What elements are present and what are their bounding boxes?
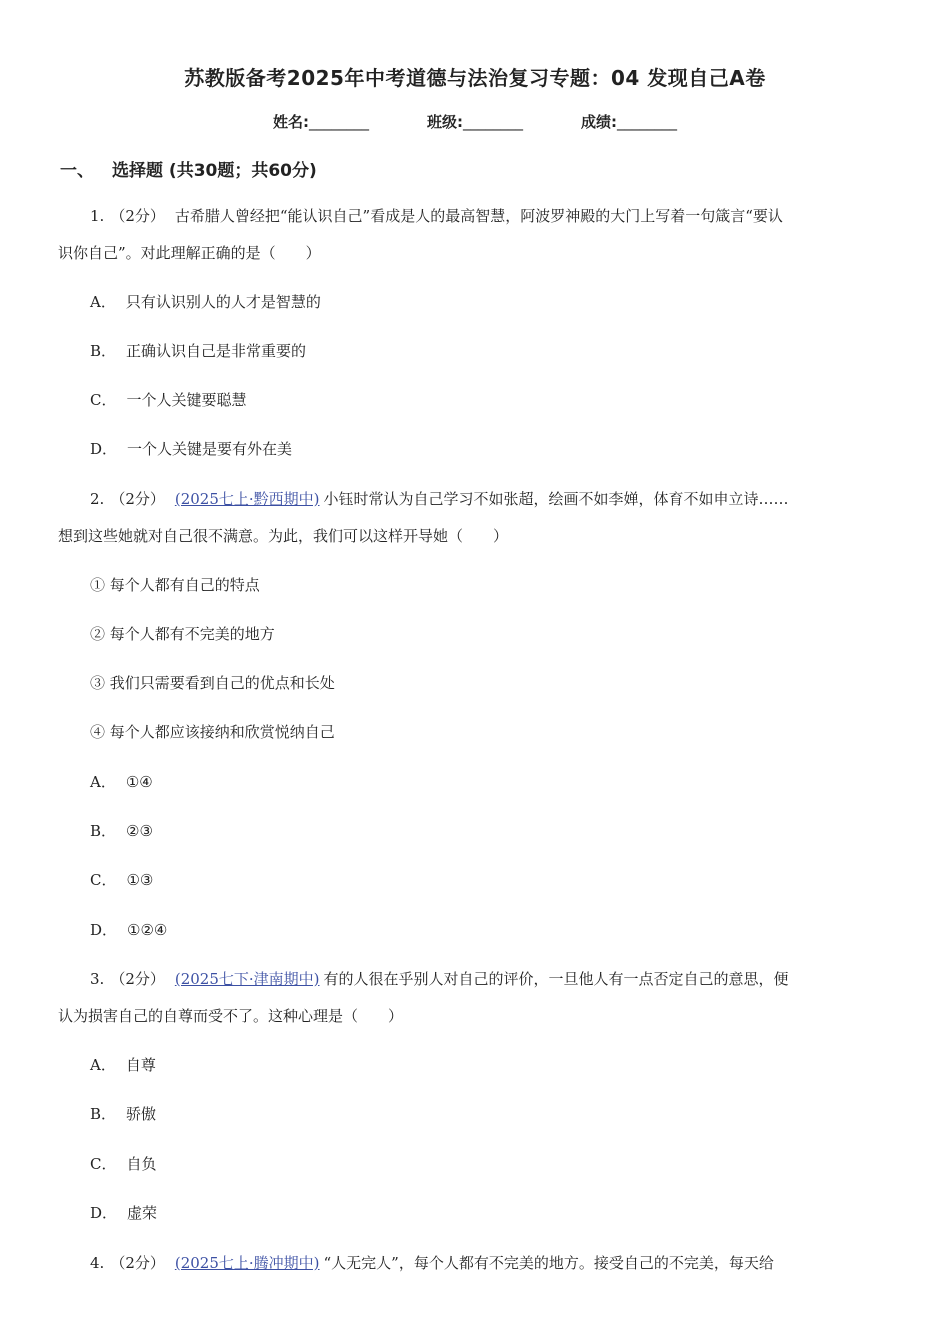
question-3-line-1 [90, 969, 925, 989]
question-score: （2分） [110, 1254, 165, 1272]
question-2-option-d[interactable] [90, 920, 925, 940]
option-letter: A． [90, 293, 116, 311]
score-label: 成绩: [581, 113, 617, 131]
score-field[interactable] [581, 111, 677, 132]
question-source-link[interactable]: (2025七上·腾冲期中) [174, 1254, 320, 1272]
question-2-statement-2: ② 每个人都有不完美的地方 [90, 625, 275, 643]
question-number: 2. [90, 490, 105, 508]
question-source-link[interactable]: (2025七上·黔西期中) [174, 490, 320, 508]
option-text: 只有认识别人的人才是智慧的 [125, 293, 321, 311]
section-heading [60, 156, 317, 181]
option-letter: C． [90, 1155, 117, 1173]
question-score: （2分） [110, 207, 165, 225]
option-letter: B． [90, 342, 117, 360]
option-letter: D． [90, 921, 118, 939]
question-score: （2分） [110, 490, 165, 508]
option-text: ②③ [126, 822, 153, 840]
question-number: 3. [90, 970, 105, 988]
question-2-statement-4: ④ 每个人都应该接纳和欣赏悦纳自己 [90, 723, 335, 741]
option-text: 虚荣 [127, 1204, 158, 1222]
section-title: 选择题 (共30题；共60分) [112, 161, 317, 181]
option-letter: C． [90, 871, 117, 889]
class-blank[interactable]: ________ [463, 113, 523, 131]
question-4-line-1 [90, 1253, 925, 1273]
option-text: 正确认识自己是非常重要的 [126, 342, 307, 360]
student-info-row [0, 111, 950, 132]
question-2-option-c[interactable] [90, 870, 925, 890]
question-1-option-d[interactable] [90, 439, 925, 459]
question-2-option-a[interactable] [90, 772, 925, 792]
question-1-line-1 [90, 206, 925, 226]
class-field[interactable] [427, 111, 523, 132]
question-2-statement-1: ① 每个人都有自己的特点 [90, 576, 260, 594]
document-title: 苏教版备考2025年中考道德与法治复习专题：04 发现自己A卷 [184, 66, 766, 90]
class-label: 班级: [427, 113, 463, 131]
option-text: ①④ [125, 773, 153, 791]
question-1-option-c[interactable] [90, 390, 925, 410]
option-letter: A． [90, 1056, 116, 1074]
option-text: 自尊 [125, 1056, 156, 1074]
question-3-option-d[interactable] [90, 1203, 925, 1223]
question-text: 小钰时常认为自己学习不如张超，绘画不如李婵，体育不如申立诗…… [323, 490, 789, 508]
name-field[interactable] [273, 111, 369, 132]
question-1-line-2: 识你自己”。对此理解正确的是（ ） [58, 244, 321, 262]
option-text: ①②④ [127, 921, 168, 939]
question-2-line-2: 想到这些她就对自己很不满意。为此，我们可以这样开导她（ ） [58, 527, 509, 545]
option-letter: D． [90, 1204, 118, 1222]
question-text: “人无完人”，每个人都有不完美的地方。接受自己的不完美，每天给 [323, 1254, 774, 1272]
option-letter: D． [90, 440, 118, 458]
option-text: 自负 [126, 1155, 157, 1173]
score-blank[interactable]: ________ [617, 113, 677, 131]
question-number: 1. [90, 207, 105, 225]
question-3-option-b[interactable] [90, 1104, 925, 1124]
option-letter: B． [90, 822, 117, 840]
option-letter: A． [90, 773, 116, 791]
option-text: 一个人关键要聪慧 [126, 391, 247, 409]
question-2-line-1 [90, 489, 925, 509]
name-blank[interactable]: ________ [309, 113, 369, 131]
question-3-line-2: 认为损害自己的自尊而受不了。这种心理是（ ） [58, 1007, 404, 1025]
question-text: 有的人很在乎别人对自己的评价，一旦他人有一点否定自己的意思，便 [323, 970, 789, 988]
question-2-option-b[interactable] [90, 821, 925, 841]
question-source-link[interactable]: (2025七下·津南期中) [174, 970, 320, 988]
question-1-option-b[interactable] [90, 341, 925, 361]
name-label: 姓名: [273, 113, 309, 131]
question-3-option-a[interactable] [90, 1055, 925, 1075]
question-1-option-a[interactable] [90, 292, 925, 312]
option-text: 骄傲 [126, 1105, 157, 1123]
section-number: 一、 [60, 161, 94, 181]
option-text: 一个人关键是要有外在美 [127, 440, 293, 458]
question-3-option-c[interactable] [90, 1154, 925, 1174]
question-2-statement-3: ③ 我们只需要看到自己的优点和长处 [90, 674, 335, 692]
option-text: ①③ [126, 871, 154, 889]
option-letter: C． [90, 391, 117, 409]
question-score: （2分） [110, 970, 165, 988]
option-letter: B． [90, 1105, 117, 1123]
question-number: 4. [90, 1254, 105, 1272]
question-text: 古希腊人曾经把“能认识自己”看成是人的最高智慧，阿波罗神殿的大门上写着一句箴言“要认 [174, 207, 783, 225]
